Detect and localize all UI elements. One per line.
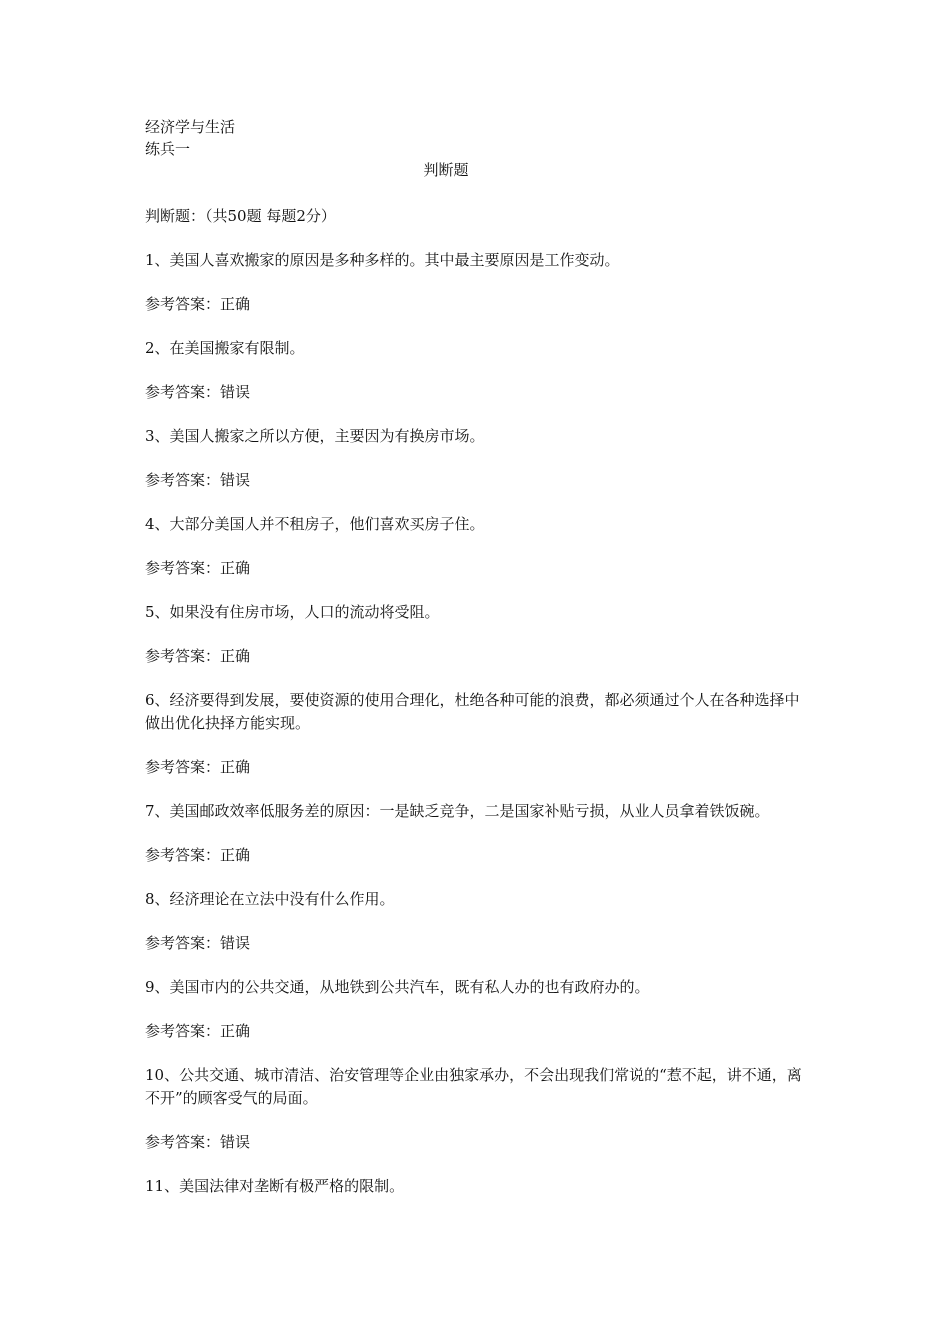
answer-value: 错误 — [220, 1133, 251, 1151]
answer-value: 错误 — [220, 383, 251, 401]
answer-value: 错误 — [220, 471, 251, 489]
question-5-text: 5、如果没有住房市场，人口的流动将受阻。 — [145, 603, 440, 621]
question-1-text: 1、美国人喜欢搬家的原因是多种多样的。其中最主要原因是工作变动。 — [145, 251, 620, 269]
question-6-answer — [145, 756, 813, 779]
answer-value: 正确 — [220, 559, 251, 577]
answer-value: 错误 — [220, 934, 251, 952]
question-7-answer — [145, 844, 813, 867]
question-5-answer — [145, 645, 813, 668]
answer-label: 参考答案： — [145, 559, 221, 577]
document-subtitle: 练兵一 — [145, 140, 191, 158]
question-6-text: 6、经济要得到发展，要使资源的使用合理化，杜绝各种可能的浪费，都必须通过个人在各种选择中做出优化抉择方能实现。 — [145, 691, 800, 732]
question-4-answer — [145, 557, 813, 580]
question-8-text: 8、经济理论在立法中没有什么作用。 — [145, 890, 395, 908]
question-7-text: 7、美国邮政效率低服务差的原因：一是缺乏竞争，二是国家补贴亏损，从业人员拿着铁饭碗。 — [145, 802, 770, 820]
answer-value: 正确 — [220, 295, 251, 313]
question-3-text: 3、美国人搬家之所以方便，主要因为有换房市场。 — [145, 427, 485, 445]
question-10-answer — [145, 1131, 813, 1154]
answer-label: 参考答案： — [145, 846, 221, 864]
question-11-text: 11、美国法律对垄断有极严格的限制。 — [145, 1177, 405, 1195]
answer-label: 参考答案： — [145, 471, 221, 489]
answer-value: 正确 — [220, 846, 251, 864]
document-title: 经济学与生活 — [145, 118, 236, 136]
answer-value: 正确 — [220, 647, 251, 665]
answer-label: 参考答案： — [145, 295, 221, 313]
question-9-text: 9、美国市内的公共交通，从地铁到公共汽车，既有私人办的也有政府办的。 — [145, 978, 650, 996]
answer-value: 正确 — [220, 758, 251, 776]
answer-label: 参考答案： — [145, 647, 221, 665]
question-3-answer — [145, 469, 813, 492]
answer-label: 参考答案： — [145, 1133, 221, 1151]
section-intro: 判断题：（共50题 每题2分） — [145, 207, 336, 225]
question-9-answer — [145, 1020, 813, 1043]
question-1-answer — [145, 293, 813, 316]
question-2-answer — [145, 381, 813, 404]
question-10-text: 10、公共交通、城市清洁、治安管理等企业由独家承办，不会出现我们常说的“惹不起，讲不通，离不开”的顾客受气的局面。 — [145, 1066, 802, 1107]
question-list — [145, 204, 813, 1219]
answer-label: 参考答案： — [145, 383, 221, 401]
question-8-answer — [145, 932, 813, 955]
answer-label: 参考答案： — [145, 758, 221, 776]
answer-label: 参考答案： — [145, 1022, 221, 1040]
answer-label: 参考答案： — [145, 934, 221, 952]
section-title: 判断题 — [423, 161, 469, 179]
question-4-text: 4、大部分美国人并不租房子，他们喜欢买房子住。 — [145, 515, 485, 533]
question-2-text: 2、在美国搬家有限制。 — [145, 339, 305, 357]
answer-value: 正确 — [220, 1022, 251, 1040]
